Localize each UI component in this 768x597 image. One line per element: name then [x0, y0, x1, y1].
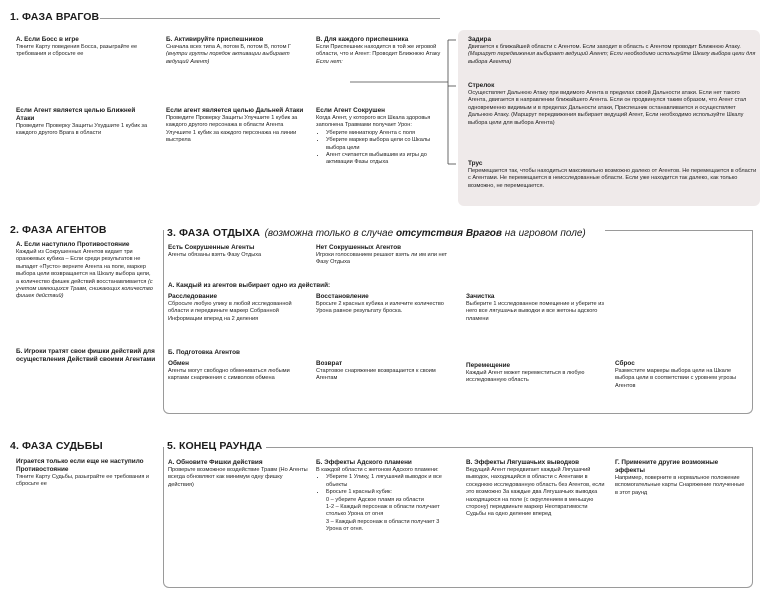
coward-text: Перемещается так, чтобы находиться максимально возможно далеко от Агентов. Не перемещается в области с Агентами. Не перемещается в неисследованные области. Если уже находится так далеко, как только возможно, не перемещается.	[468, 168, 757, 189]
coward-heading: Трус	[468, 160, 483, 167]
list-item: 3 – Каждый персонаж в области получает 3 Урона от огня.	[326, 518, 440, 533]
list-item: 1-2 – Каждый персонаж в области получает столько Урона от огня	[326, 504, 440, 518]
fate-phase-title: 4. ФАЗА СУДЬБЫ	[10, 440, 103, 452]
activate-heading: Б. Активируйте приспешников	[166, 36, 264, 43]
hellfire-heading: Б. Эффекты Адского пламени	[316, 459, 412, 466]
melee-target-heading: Если Агент является целью Ближней Атаки	[16, 107, 136, 122]
return-heading: Возврат	[316, 360, 343, 367]
rest-phase-header-rule	[605, 230, 752, 231]
rest-phase-title: 3. ФАЗА ОТДЫХА	[167, 227, 261, 239]
shooter-block	[468, 82, 758, 127]
crushed-text: Когда Агент, у которого вся Шкала здоровья заполнена Травмами получает Урон:	[316, 115, 431, 129]
restore-text: Бросьте 2 красных кубика и излечите количество Урона равное результату броска.	[316, 301, 444, 315]
crushed-agents-heading: Есть Сокрушенные Агенты	[168, 244, 255, 251]
activate-note: (внутри группы порядок активации выбирает ведущий Агент)	[166, 51, 290, 65]
return-text: Стартовое снаряжение возвращается к своим Агентам	[316, 368, 436, 382]
other-effects-heading: Г. Примените другие возможные эффекты	[615, 459, 719, 474]
hellfire-list	[316, 474, 456, 496]
confrontation-text	[16, 249, 154, 301]
round-end-title: 5. КОНЕЦ РАУНДА	[167, 440, 266, 452]
fate-block	[16, 458, 151, 489]
trade-heading: Обмен	[168, 360, 189, 367]
move-heading: Перемещение	[466, 362, 511, 369]
restore-heading: Восстановление	[316, 293, 369, 300]
list-item: 0 – уберите Адское пламя из области	[326, 496, 424, 503]
confrontation-heading: А. Если наступило Противостояние	[16, 241, 130, 248]
reset-heading: Сброс	[615, 360, 635, 367]
investigate-heading: Расследование	[168, 293, 218, 300]
shooter-heading: Стрелок	[468, 82, 495, 89]
move-text: Каждый Агент может переместиться в любую исследованную область	[466, 370, 585, 384]
list-item: • Уберите маркер выбора цели со Шкалы выбора цели	[326, 137, 451, 152]
investigate-block	[168, 293, 308, 323]
no-crushed-agents-text: Игроки голосованием решают взять ли им или нет Фазу Отдыха	[316, 252, 448, 266]
boss-heading: А. Если Босс в игре	[16, 36, 79, 43]
round-end-header-rule	[262, 447, 752, 448]
list-item: • Бросьте 1 красный кубик:	[326, 489, 456, 496]
ranged-target-text: Проведите Проверку Защиты Улучшите 1 кубик за каждого другого персонажа в области Агента Улучшите 1 кубик за каждого персонажа на линии выстрела	[166, 115, 298, 144]
restore-block	[316, 293, 456, 316]
list-item: • Уберите миниатюру Агента с поля	[326, 130, 451, 137]
ranged-target-heading: Если агент является целью Дальней Атаки	[166, 107, 304, 114]
list-item: • Уберите 1 Улику, 1 лягушачий выводок и все обьекты	[326, 474, 456, 489]
boss-section	[16, 36, 151, 59]
clean-heading: Зачистка	[466, 293, 495, 300]
activate-text	[166, 44, 301, 66]
prepare-agents-heading: Б. Подготовка Агентов	[168, 349, 240, 356]
trade-text: Агенты могут свободно обмениваться любыми картами снаряжения с символом обмена	[168, 368, 290, 382]
melee-target-text: Проведите Проверку Защиты Ухудшите 1 кубик за каждого другого Врага в области	[16, 123, 148, 137]
chaser-note: (Маршрут передвижения выбирает ведущий Агент; Если необходимо используйте Шкалу выбора цели для выбора Агента)	[468, 51, 756, 65]
other-effects-text: Например, поверните в нормальное положение вспомогательные карты Снаряжение полученные в этот раунд	[615, 475, 745, 496]
each-minion-else: Если нет:	[316, 58, 343, 65]
agents-confrontation	[16, 241, 154, 301]
activate-order: Сначала всех типа A, потом Б, потом В, потом Г	[166, 44, 292, 50]
crushed-list	[316, 130, 451, 167]
crushed-agents-text: Агенты обязаны взять Фазу Отдыха	[168, 252, 262, 258]
coward-block	[468, 160, 758, 190]
crushed-agents-block	[168, 244, 308, 259]
refresh-tokens-text: Проверьте возможное воздействие Травм (Но Агенты всегда обновляют как минимум одну фишку действия)	[168, 467, 308, 488]
no-crushed-agents-heading: Нет Сокрушенных Агентов	[316, 244, 402, 251]
trade-block	[168, 360, 308, 383]
no-crushed-agents-block	[316, 244, 456, 267]
other-effects-block	[615, 459, 747, 497]
each-minion-heading: В. Для каждого приспешника	[316, 36, 409, 43]
reset-text: Разместите маркеры выбора цели на Шкале выбора цели в соответствии с уровнем угрозы Агентов	[615, 368, 737, 389]
rest-phase-note: (возможна только в случае отсутствия Врагов на игровом поле)	[264, 228, 586, 239]
fate-text: Тяните Карту Судьбы, разыграйте ее требования и сбросьте ее	[16, 474, 150, 488]
clean-text: Выберите 1 исследованное помещение и уберите из него все лягушачьи выводки и все жетоны адского пламени	[466, 301, 604, 322]
confrontation-rule: Каждый из Сокрушенных Агентов кидает три оранжевых кубика – Если среди результатов не выпадет «Пусто» верните Агента на поле, маркер выбора цели возвращается на Шкалу выбора цели, а количество фишек действий восстанавливается	[16, 249, 151, 285]
reset-block	[615, 360, 747, 390]
crushed-heading: Если Агент Сокрушен	[316, 107, 386, 114]
chaser-heading: Задира	[468, 36, 492, 43]
rest-phase-title-line	[167, 223, 590, 241]
chaser-rule: Двигается к ближайшей области с Агентом. Если заходит в область с Агентом проводит Ближнюю Атаку.	[468, 44, 741, 50]
return-block	[316, 360, 456, 383]
chaser-text	[468, 44, 758, 66]
list-item: • Агент считается выбывшим из игры до активации Фазы отдыха	[326, 152, 451, 167]
each-minion-text: Если Приспешник находится в той же игровой области, что и Агент: Проводит Ближнюю Атаку	[316, 44, 441, 58]
crushed-section	[316, 107, 451, 167]
frog-spawn-heading: В. Эффекты Лягушачьих выводков	[466, 459, 580, 466]
investigate-text: Сбросьте любую улику в любой исследованной области и передвиньте маркер Собранной Информации вперед на 2 деления	[168, 301, 292, 322]
minion-types-panel	[458, 30, 760, 206]
boss-text: Тяните Карту поведения Босса, разыграйте ее требования и сбросьте ее	[16, 44, 138, 58]
refresh-tokens-block	[168, 459, 308, 489]
enemy-phase-rule	[100, 18, 440, 19]
frog-spawn-text: Ведущий Агент передвигает каждый Лягушачий выводок, находящийся в области с Агентами в соседнюю исследованную область без Агентов, если это возможно За каждые два Лягушачьих выводка находящихся на поле (с округлением в меньшую сторону) передвиньте маркер Неотвратимости Судьбы на одно деление вперед	[466, 467, 605, 518]
spend-tokens-heading: Б. Игроки тратят свои фишки действий для осуществления Действий своими Агентами	[16, 348, 156, 363]
refresh-tokens-heading: А. Обновите Фишки действия	[168, 459, 263, 466]
enemy-phase-title: 1. ФАЗА ВРАГОВ	[10, 11, 100, 23]
hellfire-text: В каждой области с жетоном Адского пламени:	[316, 467, 439, 473]
ranged-target-section	[166, 107, 306, 145]
shooter-text: Осуществляет Дальнюю Атаку при видимого Агента в пределах своей Дальности атаки. Если нет такого Агента, двигается в направлении ближайшего Агента. Если он продвинулся таким образом, что Агент стал одновременно видимым и в пределах Дальности атаки, Приспешник останавливается и осуществляет Дальнюю Атаку. (Маршрут передвижения выбирает ведущий Агент, Если необходимо используйте Шкалу выбора цели для выбора Агента)	[468, 90, 747, 126]
hellfire-block	[316, 459, 456, 534]
activate-section	[166, 36, 301, 66]
melee-target-section	[16, 107, 151, 138]
clean-block	[466, 293, 606, 323]
fate-heading: Играется только если еще не наступило Противостояние	[16, 458, 144, 473]
rest-actions-heading: А. Каждый из агентов выбирает одно из действий:	[168, 282, 331, 289]
agents-phase-title: 2. ФАЗА АГЕНТОВ	[10, 224, 107, 236]
confrontation-note: (с учетом имеющихся Травм, снижающих количество фишек действий)	[16, 278, 153, 300]
agents-spend-tokens	[16, 348, 156, 364]
frog-spawn-block	[466, 459, 606, 519]
chaser-block	[468, 36, 758, 66]
move-block	[466, 362, 606, 385]
hellfire-dice	[316, 497, 456, 534]
